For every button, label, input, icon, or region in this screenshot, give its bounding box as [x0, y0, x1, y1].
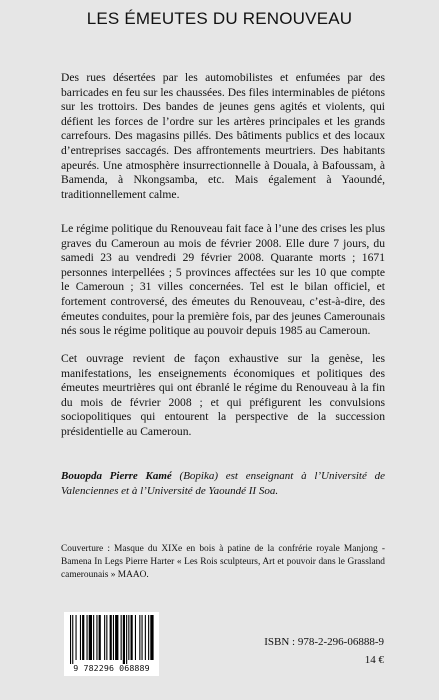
barcode-bar	[131, 615, 133, 660]
cover-credit: Couverture : Masque du XIXe en bois à patine de la confrérie royale Manjong - Bamena In Legs Pierre Harter « Les Rois sculpteurs, Art et pouvoir dans le Grassland camerounais » MAAO.	[61, 544, 385, 581]
barcode-bar	[150, 615, 153, 660]
barcode-bar	[89, 615, 92, 660]
barcode-bar	[128, 615, 129, 660]
barcode-bar	[72, 615, 73, 664]
summary-paragraph-1: Des rues désertées par les automobilistes et enfumées par des barricades en feu sur les chaussées. Des files interminables de piétons sur les trottoirs. Des bandes de jeunes gens agités et violents, qui défient les forces de l’ordre sur les artères principales et les grands carrefours. Des magasins pillés. Des bâtiments publics et des locaux d’entreprises saccagés. Des affrontements meurtriers. Des habitants apeurés. Une atmosphère insurrectionnelle à Douala, à Bafoussam, à Bamenda, à Nkongsamba, etc. Mais également à Yaoundé, traditionnellement calme.	[61, 71, 385, 201]
barcode-bar	[99, 615, 101, 660]
barcode-bar	[70, 615, 71, 664]
barcode-bar	[80, 615, 81, 660]
author-description: (Bopika) est enseignant à l’Université de Valenciennes et à l’Université de Yaoundé II Soa.	[61, 470, 385, 497]
isbn: ISBN : 978-2-296-06888-9	[264, 636, 384, 648]
barcode-bar	[82, 615, 84, 660]
barcode-bars	[64, 612, 159, 664]
barcode-bar	[123, 615, 125, 664]
barcode-bar	[145, 615, 146, 660]
barcode-bar	[139, 615, 140, 660]
page-title: LES ÉMEUTES DU RENOUVEAU	[86, 9, 353, 28]
barcode	[64, 612, 159, 676]
barcode-bar	[96, 615, 97, 660]
author-bio	[61, 469, 385, 498]
barcode-bar	[93, 615, 94, 660]
barcode-bar	[142, 615, 143, 660]
barcode-bar	[76, 615, 77, 660]
barcode-bar	[106, 615, 107, 660]
barcode-digits: 9 782296 068889	[73, 663, 150, 673]
summary-paragraph-3: Cet ouvrage revient de façon exhaustive sur la genèse, les manifestations, les enseignements économiques et politiques des émeutes meurtrières qui ont ébranlé le régime du Renouveau à la fin du mois de février 2008 ; et qui préfigurent les convulsions sociopolitiques qui entourent la perspective de la succession présidentielle au Cameroun.	[61, 352, 385, 438]
barcode-bar	[121, 615, 122, 660]
barcode-bar	[126, 615, 127, 664]
barcode-bar	[87, 615, 88, 660]
summary-paragraph-2: Le régime politique du Renouveau fait face à l’une des crises les plus graves du Cameroun au mois de février 2008. Elle dure 7 jours, du samedi 23 au vendredi 29 février 2008. Quarante morts ; 1671 personnes interpellées ; 5 provinces affectées sur les 10 que compte le Cameroun ; 31 villes concernées. Tel est le bilan officiel, et fortement controversé, des émeutes du Renouveau, c’est-à-dire, des émeutes conduites, pour la première fois, par des jeunes Camerounais nés sous le régime politique au pouvoir depuis 1985 au Cameroun.	[61, 222, 385, 338]
barcode-bar	[115, 615, 118, 660]
price: 14 €	[364, 654, 384, 666]
barcode-bar	[110, 615, 112, 660]
barcode-bar	[113, 615, 114, 660]
barcode-bar	[135, 615, 136, 660]
author-name: Bouopda Pierre Kamé	[61, 470, 172, 482]
barcode-bar	[148, 615, 149, 660]
barcode-bar	[104, 615, 105, 660]
